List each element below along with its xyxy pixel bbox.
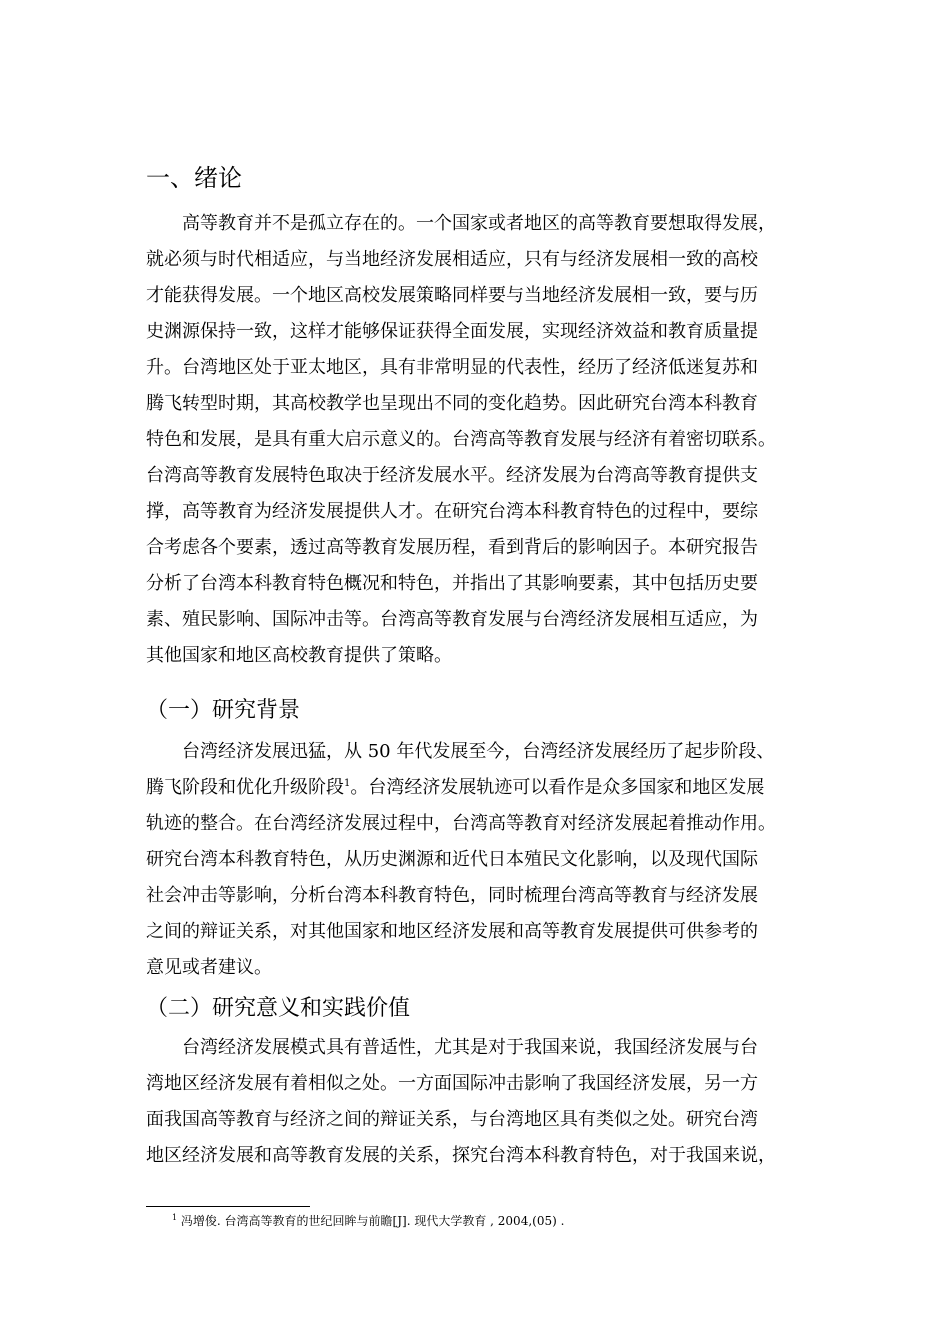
footnote-marker: 1 [172, 1213, 178, 1222]
text-line: 研究台湾本科教育特色，从历史渊源和近代日本殖民文化影响，以及现代国际 [146, 849, 758, 870]
text-line: 腾飞转型时期，其高校教学也呈现出不同的变化趋势。因此研究台湾本科教育 [146, 393, 758, 414]
text-line: 撑，高等教育为经济发展提供人才。在研究台湾本科教育特色的过程中，要综 [146, 501, 758, 522]
background-paragraph [146, 734, 836, 986]
text-line: 其他国家和地区高校教育提供了策略。 [146, 645, 452, 666]
footnote-reference[interactable]: 1 [344, 778, 351, 789]
text-line: 之间的辩证关系，对其他国家和地区经济发展和高等教育发展提供可供参考的 [146, 921, 758, 942]
text-line: 素、殖民影响、国际冲击等。台湾高等教育发展与台湾经济发展相互适应，为 [146, 609, 758, 630]
text-line: 面我国高等教育与经济之间的辩证关系，与台湾地区具有类似之处。研究台湾 [146, 1109, 758, 1130]
text-line: 就必须与时代相适应，与当地经济发展相适应，只有与经济发展相一致的高校 [146, 249, 758, 270]
text-line: 分析了台湾本科教育特色概况和特色，并指出了其影响要素，其中包括历史要 [146, 573, 758, 594]
text-line: 台湾经济发展模式具有普适性，尤其是对于我国来说，我国经济发展与台 [182, 1037, 758, 1058]
section-heading-background: （一）研究背景 [146, 698, 301, 723]
text-line: 社会冲击等影响，分析台湾本科教育特色，同时梳理台湾高等教育与经济发展 [146, 885, 758, 906]
text-line: 才能获得发展。一个地区高校发展策略同样要与当地经济发展相一致，要与历 [146, 285, 758, 306]
text-line: 意见或者建议。 [146, 957, 272, 978]
text-segment: 腾飞阶段和优化升级阶段 [146, 777, 344, 798]
footnote-text: 冯增俊. 台湾高等教育的世纪回眸与前瞻[J]. 现代大学教育 , 2004,(05) . [177, 1214, 565, 1228]
text-line: 轨迹的整合。在台湾经济发展过程中，台湾高等教育对经济发展起着推动作用。 [146, 813, 776, 834]
chapter-heading: 一、绪论 [146, 164, 242, 192]
text-line: 高等教育并不是孤立存在的。一个国家或者地区的高等教育要想取得发展， [182, 213, 776, 234]
text-line: 升。台湾地区处于亚太地区，具有非常明显的代表性，经历了经济低迷复苏和 [146, 357, 758, 378]
text-line: 史渊源保持一致，这样才能够保证获得全面发展，实现经济效益和教育质量提 [146, 321, 758, 342]
footnote-separator [146, 1206, 310, 1207]
text-line [146, 770, 836, 806]
text-line: 湾地区经济发展有着相似之处。一方面国际冲击影响了我国经济发展，另一方 [146, 1073, 758, 1094]
text-line: 台湾高等教育发展特色取决于经济发展水平。经济发展为台湾高等教育提供支 [146, 465, 758, 486]
text-line: 地区经济发展和高等教育发展的关系，探究台湾本科教育特色，对于我国来说， [146, 1145, 776, 1166]
text-line: 合考虑各个要素，透过高等教育发展历程，看到背后的影响因子。本研究报告 [146, 537, 758, 558]
text-segment: 。台湾经济发展轨迹可以看作是众多国家和地区发展 [350, 777, 765, 798]
intro-paragraph [146, 206, 836, 674]
text-line: 特色和发展，是具有重大启示意义的。台湾高等教育发展与经济有着密切联系。 [146, 429, 776, 450]
significance-paragraph [146, 1030, 836, 1174]
section-heading-significance: （二）研究意义和实践价值 [146, 996, 411, 1021]
footnote [172, 1212, 564, 1230]
text-line: 台湾经济发展迅猛，从 50 年代发展至今，台湾经济发展经历了起步阶段、 [182, 741, 775, 762]
